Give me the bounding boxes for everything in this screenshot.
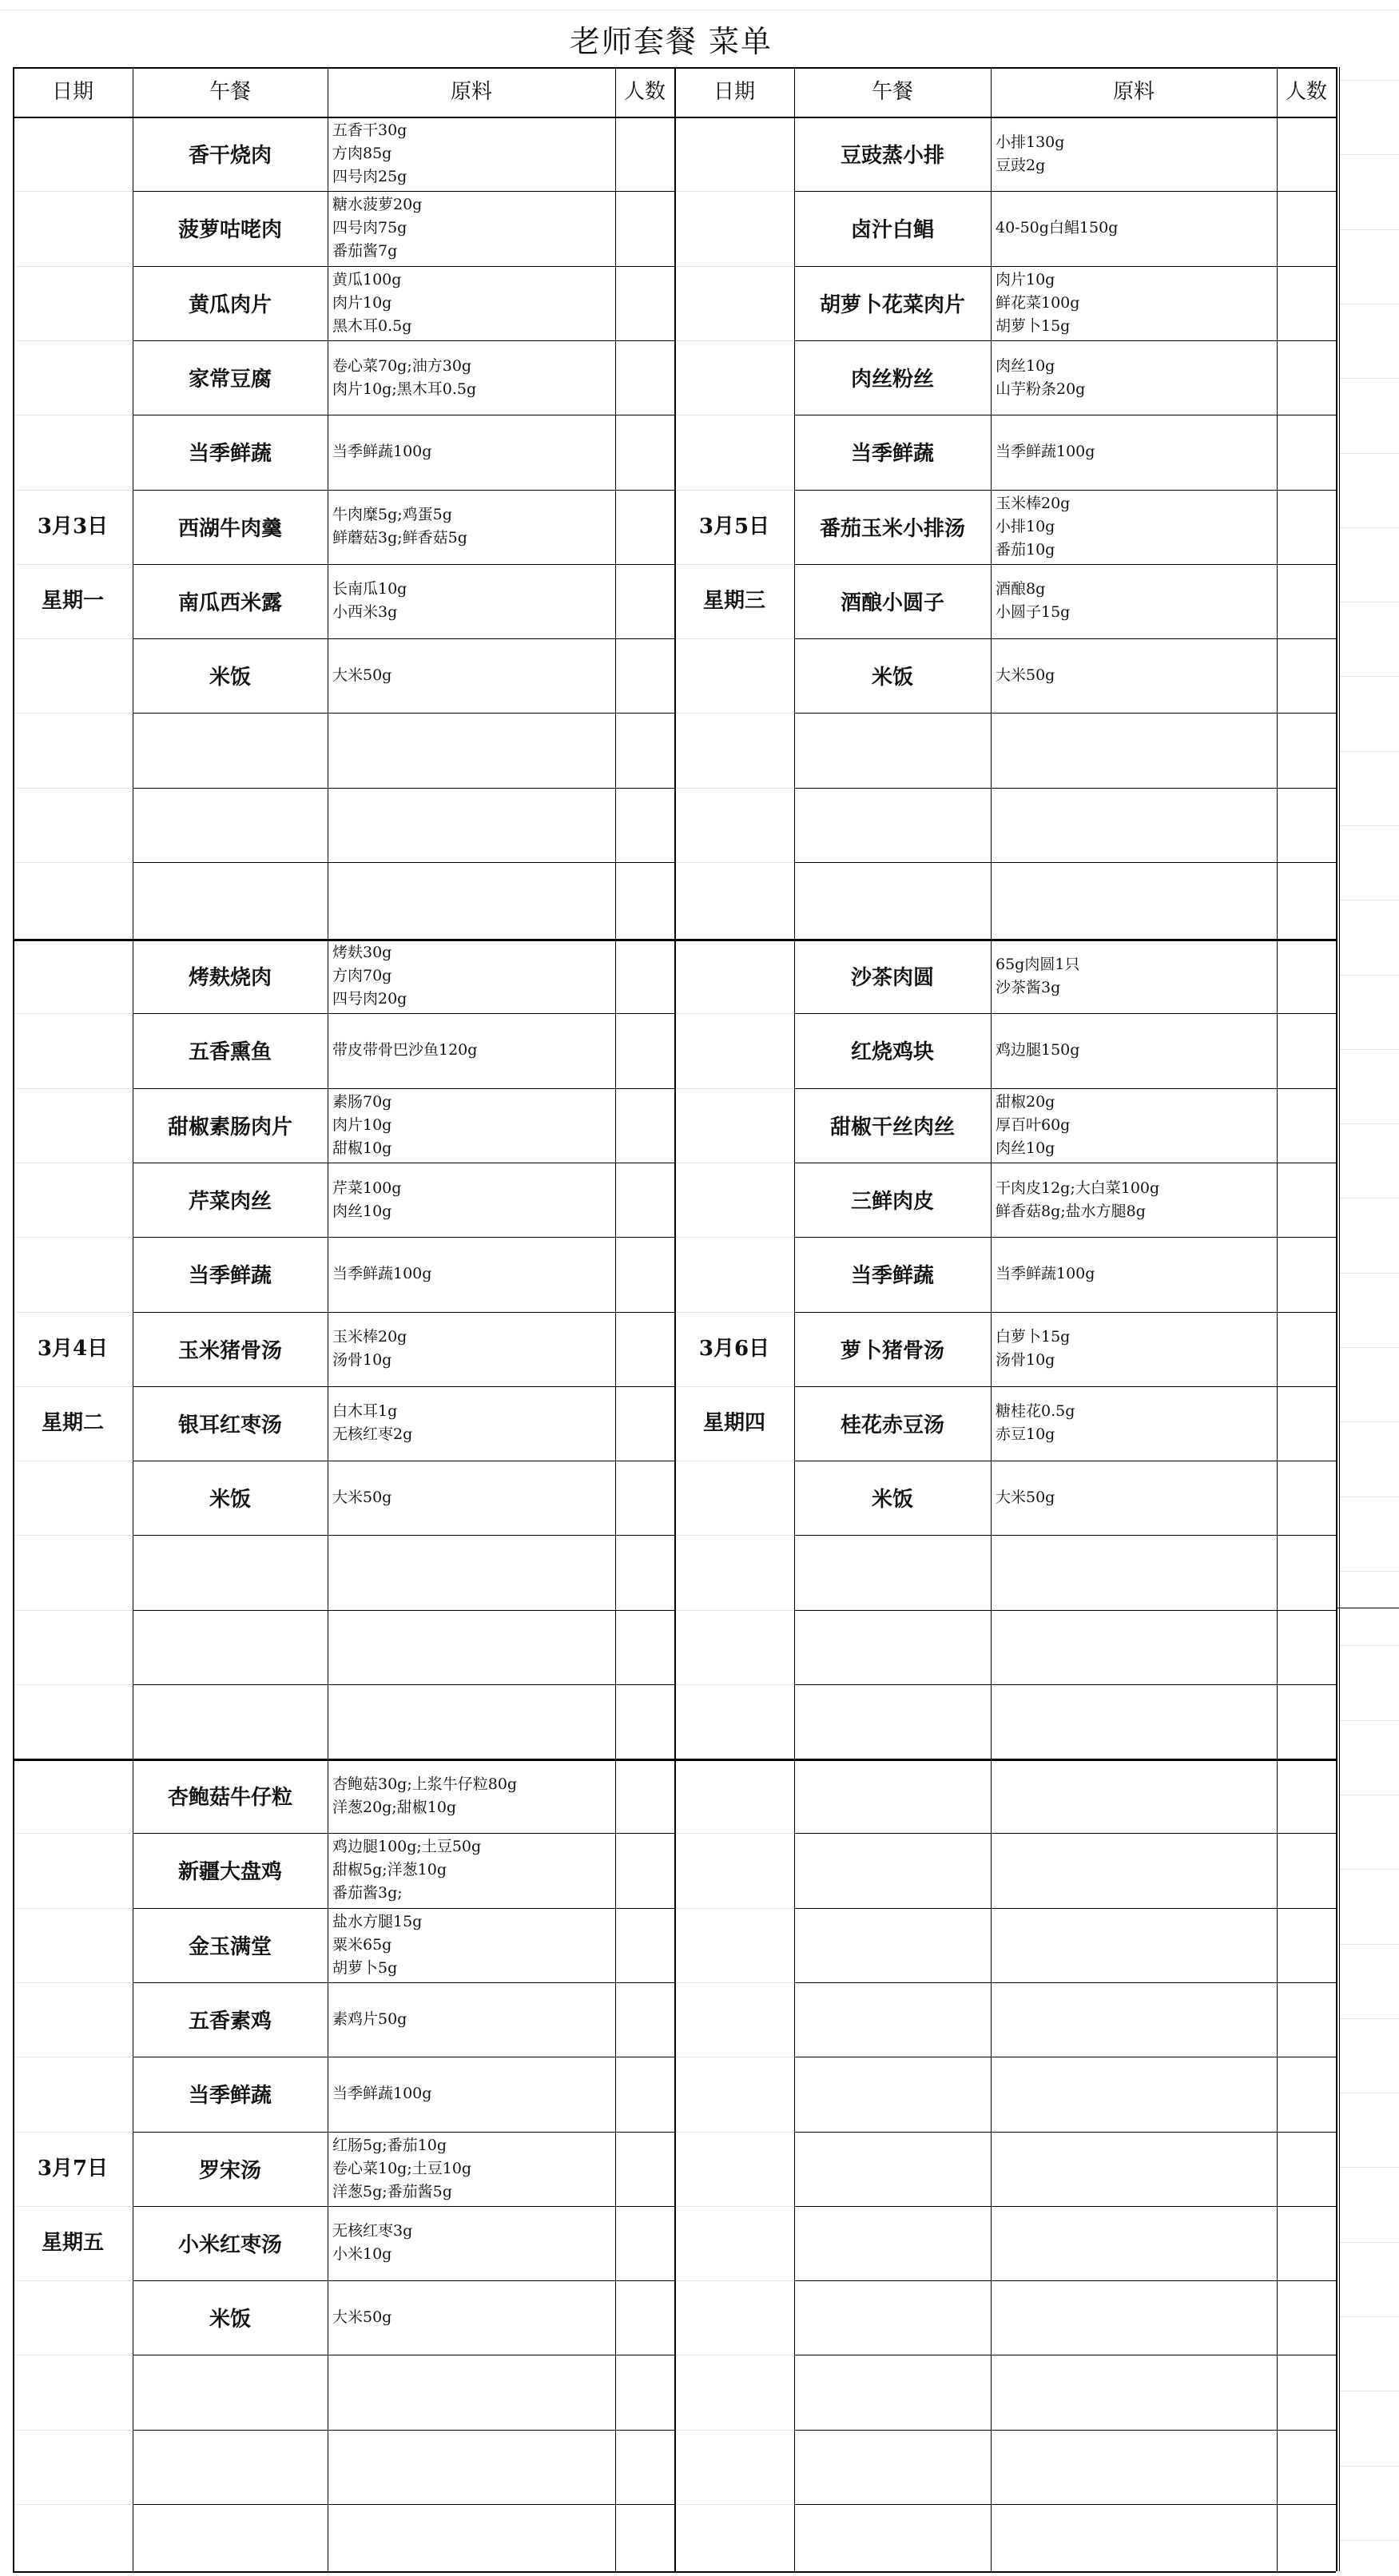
faint-grid-line — [14, 713, 133, 714]
dish-name: 当季鲜蔬 — [188, 442, 272, 467]
faint-grid-line — [676, 1237, 794, 1238]
row-divider — [794, 1610, 1336, 1611]
row-divider — [794, 1684, 1336, 1685]
ing-people-divider — [615, 67, 616, 2571]
faint-grid-line — [1336, 975, 1399, 976]
ingredient-list: 白木耳1g 无核红枣2g — [332, 1402, 413, 1443]
ingredient-list: 酒酿8g 小圆子15g — [996, 580, 1071, 621]
dish-name: 当季鲜蔬 — [850, 1264, 934, 1289]
faint-grid-line — [1336, 825, 1399, 826]
faint-grid-line — [676, 2206, 794, 2207]
dish-name: 红烧鸡块 — [850, 1040, 934, 1065]
row-divider — [133, 1684, 674, 1685]
header-date: 日期 — [51, 80, 93, 104]
faint-grid-line — [1336, 378, 1399, 379]
faint-grid-line — [1336, 154, 1399, 155]
dish-name: 烤麸烧肉 — [188, 966, 272, 991]
faint-grid-line — [1336, 1645, 1399, 1646]
faint-grid-line — [1336, 1273, 1399, 1274]
row-divider — [794, 1982, 1336, 1983]
dish-name: 三鲜肉皮 — [850, 1190, 934, 1214]
dish-name: 米饭 — [871, 666, 913, 690]
ingredient-list: 素肠70g 肉片10g 甜椒10g — [332, 1093, 392, 1157]
faint-grid-line — [676, 862, 794, 863]
ingredient-list: 红肠5g;番茄10g 卷心菜10g;土豆10g 洋葱5g;番茄酱5g — [332, 2137, 472, 2200]
header-lunch: 午餐 — [209, 80, 251, 104]
ingredient-list: 玉米棒20g 小排10g 番茄10g — [996, 495, 1071, 559]
date-label: 3月7日 — [37, 2156, 109, 2180]
ingredient-list: 卷心菜70g;油方30g 肉片10g;黑木耳0.5g — [332, 357, 477, 398]
dish-name: 萝卜猪骨汤 — [840, 1338, 944, 1363]
faint-grid-line — [14, 788, 133, 789]
ingredient-list: 鸡边腿100g;土豆50g 甜椒5g;洋葱10g 番茄酱3g; — [332, 1838, 482, 1902]
faint-grid-line — [14, 2430, 133, 2431]
faint-grid-line — [676, 788, 794, 789]
faint-grid-line — [676, 2280, 794, 2281]
ingredient-list: 小排130g 豆豉2g — [996, 133, 1065, 174]
dish-name: 五香素鸡 — [188, 2010, 272, 2034]
faint-grid-line — [1336, 1123, 1399, 1124]
ingredient-list: 甜椒20g 厚百叶60g 肉丝10g — [996, 1093, 1071, 1157]
row-divider — [133, 2430, 674, 2431]
ingredient-list: 芹菜100g 肉丝10g — [332, 1179, 402, 1220]
dish-name: 豆豉蒸小排 — [840, 144, 944, 169]
faint-grid-line — [676, 1982, 794, 1983]
right-border — [1336, 67, 1337, 2571]
ingredient-list: 素鸡片50g — [332, 2010, 407, 2028]
header-people: 人数 — [623, 80, 666, 104]
faint-grid-line — [676, 340, 794, 341]
row-divider — [133, 2504, 674, 2505]
faint-grid-line — [676, 2132, 794, 2133]
date-label: 3月5日 — [698, 514, 770, 539]
ingredient-list: 大米50g — [996, 1489, 1055, 1506]
faint-grid-line — [1336, 1421, 1399, 1422]
faint-grid-line — [14, 1982, 133, 1983]
ingredient-list: 当季鲜蔬100g — [332, 443, 432, 460]
ingredient-list: 黄瓜100g 肉片10g 黑木耳0.5g — [332, 271, 412, 335]
dish-name: 当季鲜蔬 — [850, 442, 934, 467]
ingredient-list: 五香干30g 方肉85g 四号肉25g — [332, 121, 407, 185]
row-divider — [794, 2206, 1336, 2207]
ingredient-list: 带皮带骨巴沙鱼120g — [332, 1041, 478, 1059]
faint-grid-line — [1336, 527, 1399, 528]
ingredient-list: 杏鲍菇30g;上浆牛仔粒80g 洋葱20g;甜椒10g — [332, 1775, 518, 1816]
dish-name: 胡萝卜花菜肉片 — [819, 292, 965, 317]
dish-name: 当季鲜蔬 — [188, 2084, 272, 2109]
ingredient-list: 干肉皮12g;大白菜100g 鲜香菇8g;盐水方腿8g — [996, 1179, 1160, 1220]
ingredient-list: 40-50g白鲳150g — [996, 219, 1119, 237]
row-divider — [794, 1833, 1336, 1834]
ingredient-list: 当季鲜蔬100g — [332, 1265, 432, 1282]
row-divider — [133, 788, 674, 789]
faint-grid-line — [676, 1535, 794, 1536]
dish-name: 新疆大盘鸡 — [177, 1860, 282, 1885]
ingredient-list: 白萝卜15g 汤骨10g — [996, 1328, 1071, 1369]
dish-name: 甜椒素肠肉片 — [167, 1115, 292, 1139]
faint-grid-line — [1336, 676, 1399, 677]
faint-grid-line — [1336, 2018, 1399, 2019]
faint-grid-line — [14, 2280, 133, 2281]
faint-grid-line — [1336, 2316, 1399, 2317]
dish-name: 黄瓜肉片 — [188, 292, 272, 317]
lunch2-ing2-divider — [991, 67, 992, 2571]
faint-grid-line — [1336, 229, 1399, 230]
faint-grid-line — [1336, 2167, 1399, 2168]
dish-name: 米饭 — [209, 1488, 251, 1513]
faint-grid-line — [1336, 1869, 1399, 1870]
faint-grid-line — [676, 1908, 794, 1909]
row-divider — [794, 2504, 1336, 2505]
ingredient-list: 肉片10g 鲜花菜100g 胡萝卜15g — [996, 271, 1080, 335]
faint-grid-line — [676, 1013, 794, 1014]
row-divider — [794, 1908, 1336, 1909]
faint-grid-line — [676, 1833, 794, 1834]
ingredient-list: 盐水方腿15g 粟米65g 胡萝卜5g — [332, 1913, 423, 1977]
faint-grid-line — [676, 713, 794, 714]
table-bottom-border — [13, 2571, 1336, 2573]
ingredient-list: 肉丝10g 山芋粉条20g — [996, 357, 1086, 398]
dish-name: 米饭 — [871, 1488, 913, 1513]
weekday-label: 星期二 — [41, 1410, 104, 1435]
dish-name: 米饭 — [209, 2308, 251, 2332]
dish-name: 菠萝咕咾肉 — [177, 218, 282, 243]
dish-name: 香干烧肉 — [188, 144, 272, 169]
faint-grid-line — [14, 2504, 133, 2505]
ingredient-list: 糖水菠萝20g 四号肉75g 番茄酱7g — [332, 196, 423, 260]
dish-name: 南瓜西米露 — [177, 590, 282, 615]
faint-grid-line — [14, 191, 133, 192]
faint-grid-line — [1336, 1347, 1399, 1348]
row-divider — [133, 862, 674, 863]
ingredient-list: 无核红枣3g 小米10g — [332, 2222, 413, 2263]
faint-grid-line — [676, 638, 794, 639]
ing2-people2-divider — [1277, 67, 1278, 2571]
date-label: 3月6日 — [698, 1336, 770, 1361]
dish-name: 番茄玉米小排汤 — [819, 516, 965, 541]
faint-grid-line — [14, 1237, 133, 1238]
header-lunch-2: 午餐 — [871, 80, 913, 104]
weekday-label: 星期四 — [702, 1410, 765, 1435]
dish-name: 沙茶肉圆 — [850, 966, 934, 991]
faint-grid-line — [14, 1684, 133, 1685]
faint-grid-line — [1336, 2242, 1399, 2243]
dish-name: 当季鲜蔬 — [188, 1264, 272, 1289]
weekday-label: 星期一 — [41, 588, 104, 613]
faint-grid-line — [14, 1610, 133, 1611]
faint-grid-line — [676, 1610, 794, 1611]
dish-name: 银耳红枣汤 — [177, 1413, 282, 1437]
faint-grid-line — [1336, 80, 1399, 81]
ingredient-list: 当季鲜蔬100g — [332, 2085, 432, 2102]
dish-name: 五香熏鱼 — [188, 1040, 272, 1065]
dish-name: 金玉满堂 — [188, 1934, 272, 1959]
faint-grid-line — [1336, 751, 1399, 752]
ingredient-list: 大米50g — [332, 1489, 392, 1506]
ingredient-list: 烤麸30g 方肉70g 四号肉20g — [332, 944, 407, 1008]
dish-name: 小米红枣汤 — [177, 2232, 282, 2257]
faint-grid-line — [14, 1535, 133, 1536]
date-label: 3月4日 — [37, 1336, 109, 1361]
ingredient-list: 当季鲜蔬100g — [996, 1265, 1095, 1282]
row-divider — [794, 2132, 1336, 2133]
header-ingredients: 原料 — [450, 80, 492, 104]
faint-grid-line — [14, 1088, 133, 1089]
ingredient-list: 玉米棒20g 汤骨10g — [332, 1328, 407, 1369]
header-date-2: 日期 — [713, 80, 755, 104]
faint-grid-line — [676, 266, 794, 267]
faint-grid-line — [1336, 2540, 1399, 2541]
ingredient-list: 大米50g — [332, 666, 392, 684]
dish-name: 罗宋汤 — [198, 2158, 261, 2183]
date-label: 3月3日 — [37, 514, 109, 539]
faint-grid-line — [1336, 2466, 1399, 2467]
dish-name: 肉丝粉丝 — [850, 368, 934, 392]
row-divider — [133, 1610, 674, 1611]
ingredient-list: 糖桂花0.5g 赤豆10g — [996, 1402, 1075, 1443]
dish-name: 米饭 — [209, 666, 251, 690]
faint-grid-line — [14, 1833, 133, 1834]
weekday-label: 星期五 — [41, 2230, 104, 2255]
dish-name: 甜椒干丝肉丝 — [829, 1115, 955, 1139]
dish-name: 桂花赤豆汤 — [840, 1413, 944, 1437]
ingredient-list: 当季鲜蔬100g — [996, 443, 1095, 460]
faint-grid-line — [14, 638, 133, 639]
ingredient-list: 大米50g — [332, 2308, 392, 2326]
faint-grid-line — [676, 2430, 794, 2431]
faint-grid-line — [14, 266, 133, 267]
faint-grid-line — [1336, 1720, 1399, 1721]
dish-name: 芹菜肉丝 — [188, 1190, 272, 1214]
faint-grid-line — [1336, 1049, 1399, 1050]
dish-name: 家常豆腐 — [188, 368, 272, 392]
header-ingredients-2: 原料 — [1112, 80, 1155, 104]
faint-grid-line — [1336, 1944, 1399, 1945]
page-title: 老师套餐 菜单 — [569, 24, 773, 59]
faint-grid-line — [14, 862, 133, 863]
faint-grid-line — [676, 1088, 794, 1089]
faint-grid-line — [1336, 453, 1399, 454]
row-divider — [794, 862, 1336, 863]
dish-name: 玉米猪骨汤 — [177, 1338, 282, 1363]
ingredient-list: 牛肉糜5g;鸡蛋5g 鲜蘑菇3g;鲜香菇5g — [332, 506, 467, 547]
faint-grid-line — [676, 1684, 794, 1685]
ingredient-list: 65g肉圆1只 沙茶酱3g — [996, 956, 1080, 996]
ingredient-list: 鸡边腿150g — [996, 1041, 1080, 1059]
header-people-2: 人数 — [1285, 80, 1327, 104]
dish-name: 西湖牛肉羹 — [177, 516, 282, 541]
dish-name: 酒酿小圆子 — [840, 590, 944, 615]
row-divider — [794, 788, 1336, 789]
dish-name: 卤汁白鲳 — [850, 218, 934, 243]
ingredient-list: 大米50g — [996, 666, 1055, 684]
dish-name: 杏鲍菇牛仔粒 — [167, 1786, 292, 1811]
row-divider — [794, 2430, 1336, 2431]
row-divider — [794, 2280, 1336, 2281]
faint-grid-line — [14, 1908, 133, 1909]
faint-grid-line — [676, 2504, 794, 2505]
faint-grid-line — [676, 191, 794, 192]
faint-grid-line — [14, 1013, 133, 1014]
right-outer-border — [1339, 67, 1340, 2571]
faint-grid-line — [1336, 1198, 1399, 1199]
weekday-label: 星期三 — [702, 588, 765, 613]
ingredient-list: 长南瓜10g 小西米3g — [332, 580, 407, 621]
faint-grid-line — [14, 340, 133, 341]
faint-grid-line — [1336, 1571, 1399, 1572]
